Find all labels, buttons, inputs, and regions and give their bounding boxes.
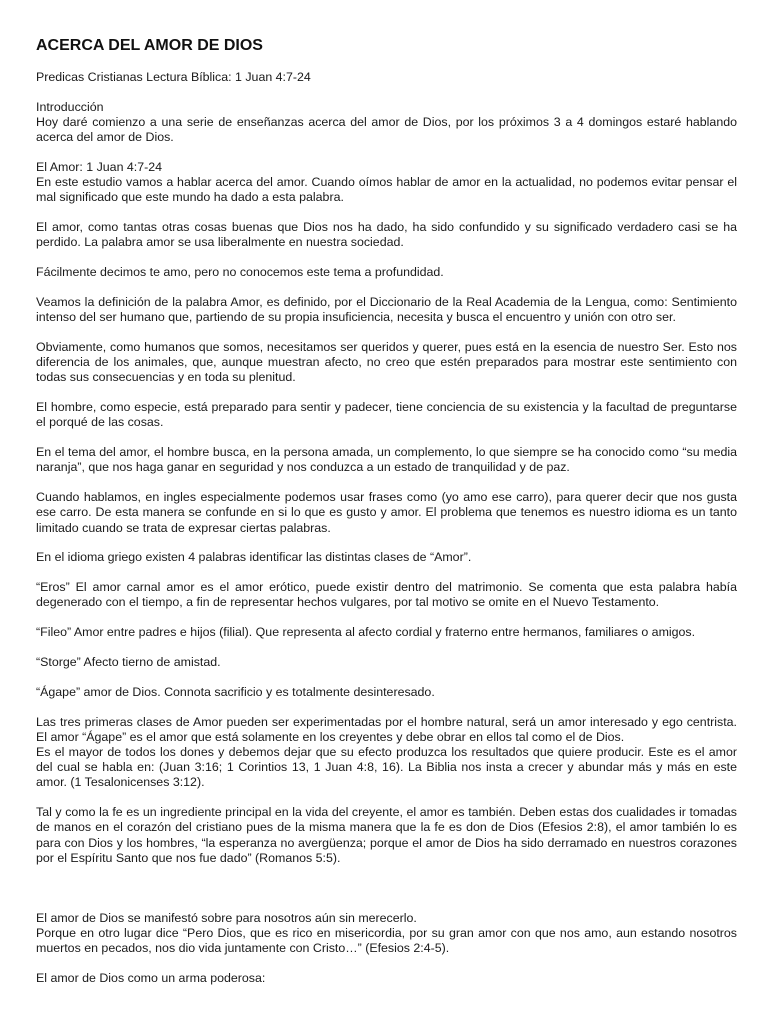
paragraph-confundido: El amor, como tantas otras cosas buenas que Dios nos ha dado, ha sido confundido y su significado verdadero casi se ha perdido. La palabra amor se usa liberalmente en nuestra sociedad.: [36, 220, 737, 250]
paragraph-manifesto: El amor de Dios se manifestó sobre para nosotros aún sin merecerlo. Porque en otro lugar dice “Pero Dios, que es rico en misericordia, por su gran amor con que nos amo, aun estando nosotros muertos en pecados, nos dio vida juntamente con Cristo…” (Efesios 2:4-5).: [36, 910, 737, 956]
paragraph-fe-y-amor: Tal y como la fe es un ingrediente principal en la vida del creyente, el amor es también. Deben estas dos cualidades ir tomadas de manos en el corazón del cristiano pues de la misma manera que la fe es don de Dios (Efesios 2:8), el amor también lo es para con Dios y los hombres, “la esperanza no avergüenza; porque el amor de Dios ha sido derramado en nuestros corazones por el Espíritu Santo que nos fue dado” (Romanos 5:5).: [36, 805, 737, 865]
document-title: ACERCA DEL AMOR DE DIOS: [36, 37, 263, 54]
paragraph-storge: “Storge” Afecto tierno de amistad.: [36, 655, 221, 669]
paragraph-media-naranja: En el tema del amor, el hombre busca, en la persona amada, un complemento, lo que siempre se ha conocido como “su media naranja”, que nos haga ganar en seguridad y nos conduzca a un estado de tranquilidad y de paz.: [36, 445, 737, 475]
paragraph-fileo: “Fileo” Amor entre padres e hijos (filial). Que representa al afecto cordial y fraterno entre hermanos, familiares o amigos.: [36, 625, 696, 640]
paragraph-humanos: Obviamente, como humanos que somos, necesitamos ser queridos y querer, pues está en la esencia de nuestro Ser. Esto nos diferencia de los animales, que, aunque muestran afecto, no creo que estén preparados para mostrar este sentimiento con todas sus consecuencias y en toda su plenitud.: [36, 340, 737, 385]
paragraph-eros: “Eros” El amor carnal amor es el amor erótico, puede existir dentro del matrimonio. Se comenta que esta palabra había degenerado con el tiempo, a fin de representar hechos vulgares, por tal motivo se omite en el Nuevo Testamento.: [36, 580, 737, 610]
paragraph-tres-clases: Las tres primeras clases de Amor pueden ser experimentadas por el hombre natural, será un amor interesado y ego centrista. El amor “Ágape” es el amor que está solamente en los creyentes y debe obrar en ellos tal como el de Dios. Es el mayor de todos los dones y debemos dejar que su efecto produzca los resultados que quiere producir. Este es el amor del cual se habla en: (Juan 3:16; 1 Corintios 13, 1 Juan 4:8, 16). La Biblia nos insta a crecer y abundar más y más en este amor. (1 Tesalonicenses 3:12).: [36, 714, 737, 790]
paragraph-agape: “Ágape” amor de Dios. Connota sacrificio y es totalmente desinteresado.: [36, 684, 435, 699]
paragraph-ingles: Cuando hablamos, en ingles especialmente podemos usar frases como (yo amo ese carro), para querer decir que nos gusta ese carro. De esta manera se confunde en si lo que es gusto y amor. El problema que tenemos es nuestro idioma es un tanto limitado cuando se trata de expresar ciertas palabras.: [36, 490, 737, 535]
paragraph-griego: En el idioma griego existen 4 palabras identificar las distintas clases de “Amor”.: [36, 550, 472, 565]
paragraph-te-amo: Fácilmente decimos te amo, pero no conocemos este tema a profundidad.: [36, 265, 444, 280]
paragraph-arma-poderosa: El amor de Dios como un arma poderosa:: [36, 970, 266, 985]
paragraph-el-amor: El Amor: 1 Juan 4:7-24 En este estudio vamos a hablar acerca del amor. Cuando oímos hablar de amor en la actualidad, no podemos evitar pensar el mal significado que este mundo ha dado a esta palabra.: [36, 160, 737, 205]
paragraph-definicion: Veamos la definición de la palabra Amor, es definido, por el Diccionario de la Real Academia de la Lengua, como: Sentimiento intenso del ser humano que, partiendo de su propia insuficiencia, necesita y busca el encuentro y unión con otro ser.: [36, 295, 737, 325]
paragraph-reading: Predicas Cristianas Lectura Bíblica: 1 Juan 4:7-24: [36, 70, 311, 84]
document-page: [36, 36, 737, 1001]
paragraph-hombre-especie: El hombre, como especie, está preparado para sentir y padecer, tiene conciencia de su existencia y la facultad de preguntarse el porqué de las cosas.: [36, 400, 737, 430]
section-gap: [36, 881, 737, 911]
paragraph-introduction: Introducción Hoy daré comienzo a una serie de enseñanzas acerca del amor de Dios, por los próximos 3 a 4 domingos estaré hablando acerca del amor de Dios.: [36, 99, 737, 145]
